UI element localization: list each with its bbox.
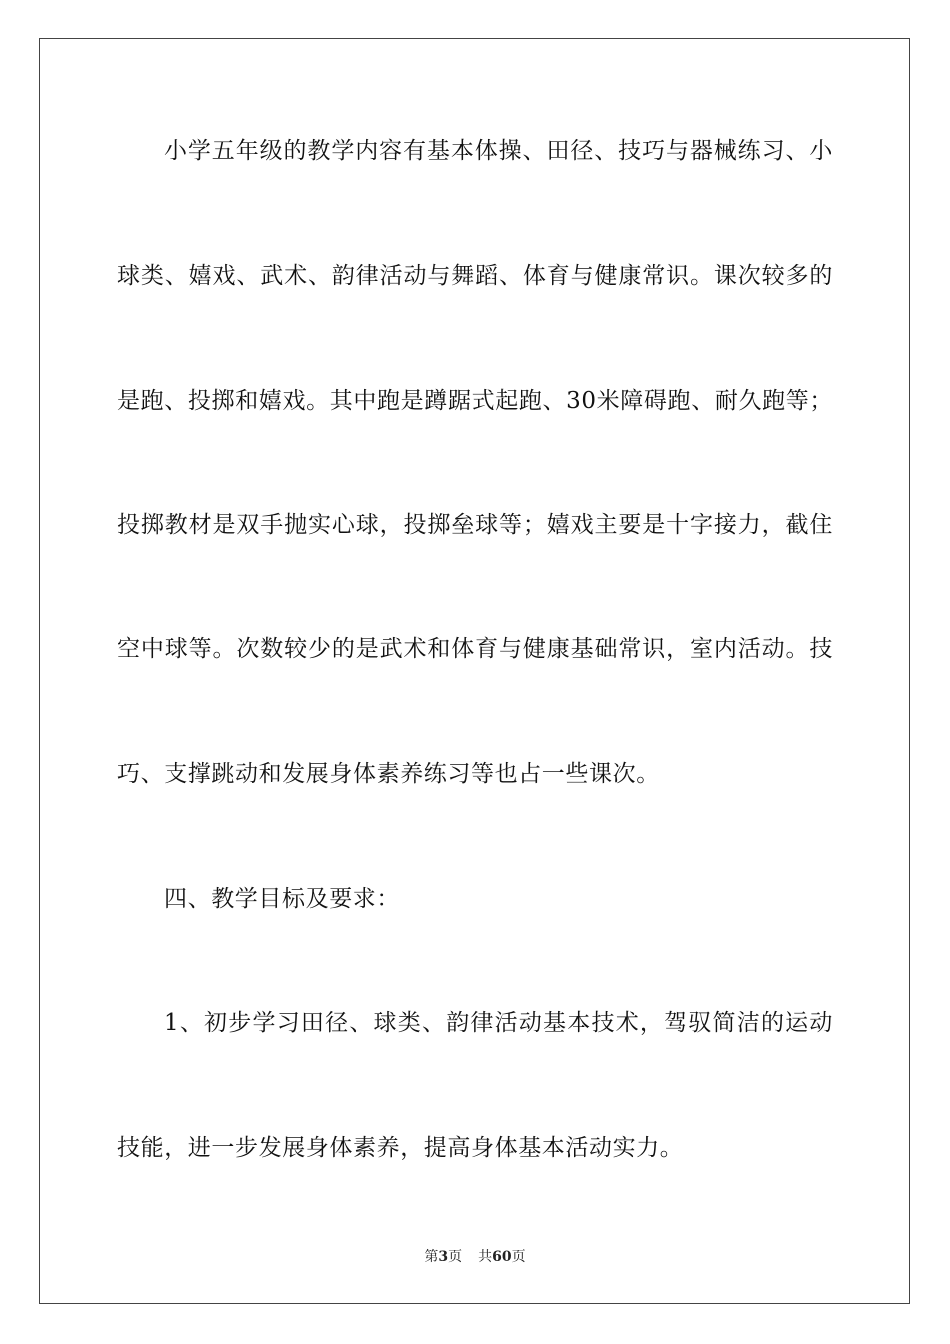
- page-footer: [0, 1248, 950, 1266]
- paragraph-line-4: 投掷教材是双手抛实心球，投掷垒球等；嬉戏主要是十字接力，截住: [117, 512, 833, 538]
- paragraph-line-3: 是跑、投掷和嬉戏。其中跑是蹲踞式起跑、30米障碍跑、耐久跑等；: [117, 388, 833, 414]
- total-pages: 60: [492, 1249, 512, 1265]
- paragraph-line-6: 巧、支撑跳动和发展身体素养练习等也占一些课次。: [117, 761, 660, 787]
- paragraph-line-1: 小学五年级的教学内容有基本体操、田径、技巧与器械练习、小: [164, 138, 833, 164]
- list-item-1-line-2: 技能，进一步发展身体素养，提高身体基本活动实力。: [117, 1135, 684, 1161]
- paragraph-line-2: 球类、嬉戏、武术、韵律活动与舞蹈、体育与健康常识。课次较多的: [117, 263, 833, 289]
- page-number: 3: [438, 1249, 449, 1265]
- page-border: [39, 38, 910, 1304]
- paragraph-line-5: 空中球等。次数较少的是武术和体育与健康基础常识，室内活动。技: [117, 636, 833, 662]
- total-prefix: 共: [478, 1249, 493, 1265]
- page-suffix: 页: [448, 1249, 463, 1265]
- total-suffix: 页: [511, 1249, 526, 1265]
- section-heading: 四、教学目标及要求：: [164, 886, 400, 912]
- page-prefix: 第: [424, 1249, 439, 1265]
- list-item-1-line-1: 1、初步学习田径、球类、韵律活动基本技术，驾驭简洁的运动: [164, 1010, 833, 1036]
